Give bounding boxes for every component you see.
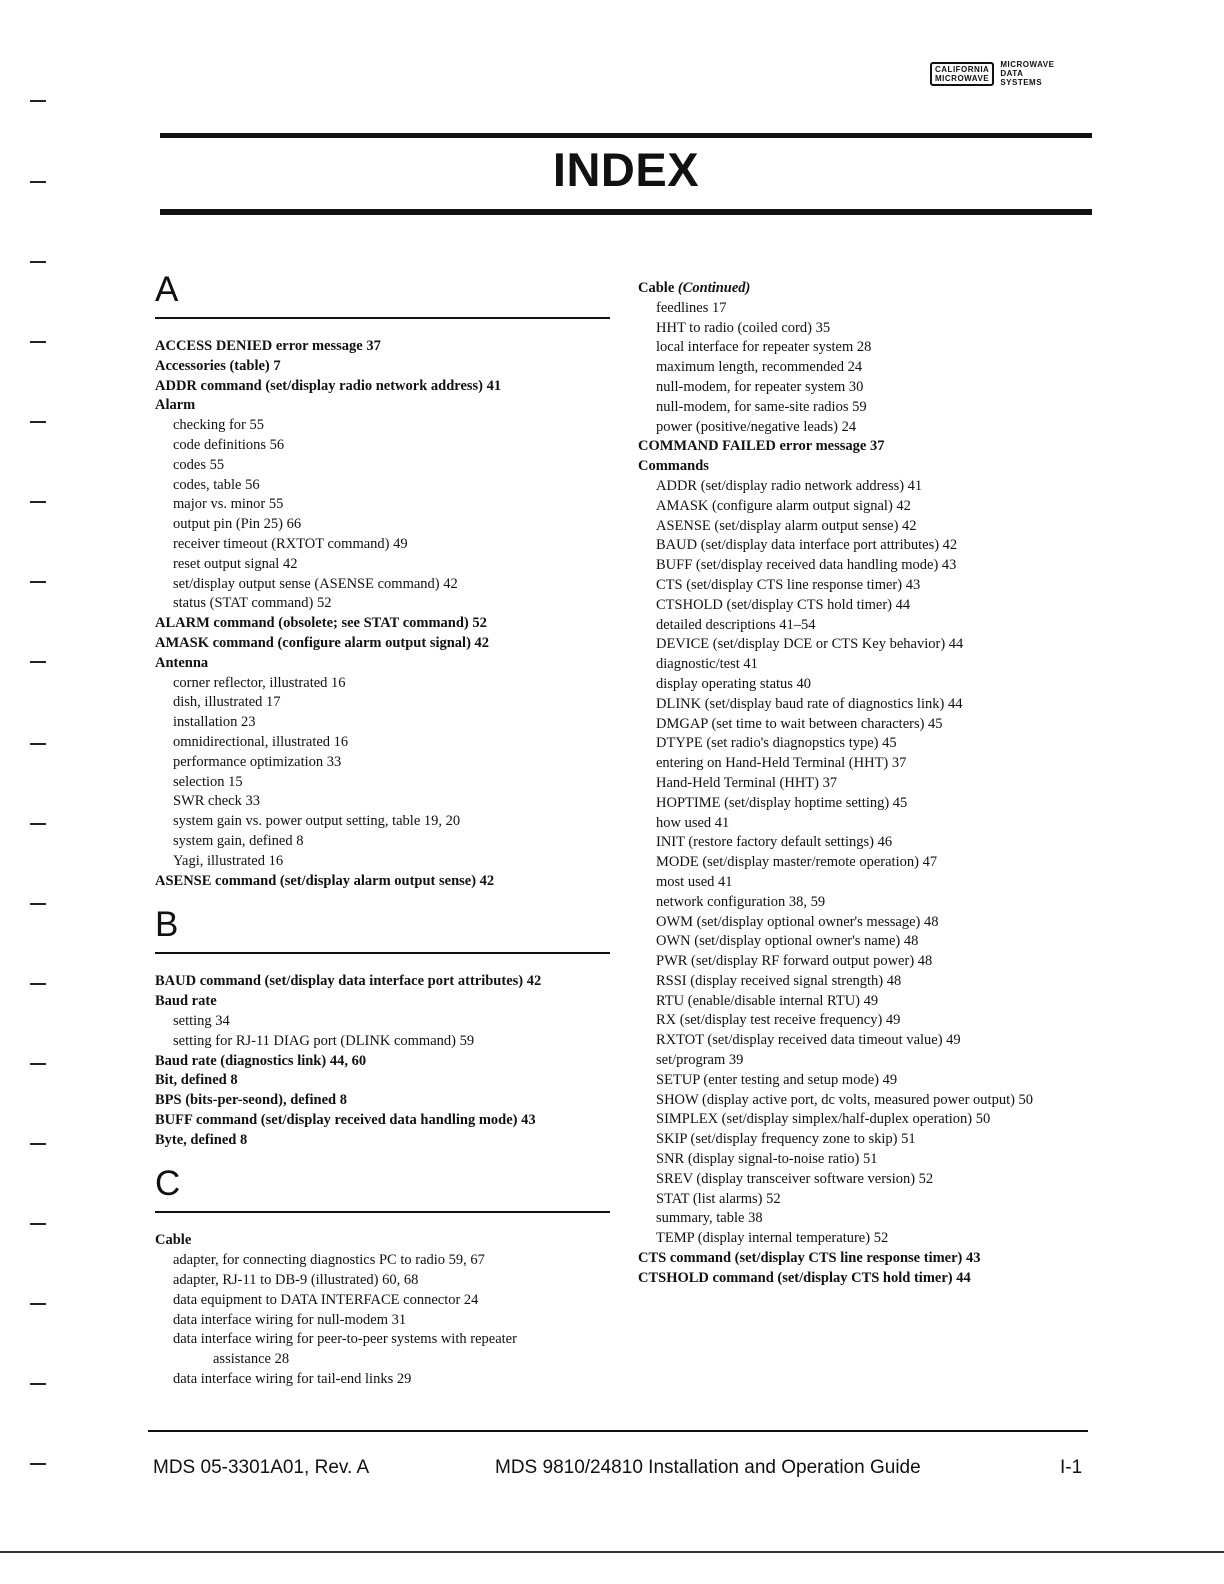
logo-text: MICROWAVE bbox=[1000, 60, 1055, 69]
margin-tick bbox=[30, 1463, 46, 1465]
index-entry: DMGAP (set time to wait between characters) 45 bbox=[656, 715, 943, 732]
index-entry: SHOW (display active port, dc volts, measured power output) 50 bbox=[656, 1091, 1034, 1108]
company-logo bbox=[930, 60, 1054, 87]
index-entry: assistance 28 bbox=[213, 1351, 290, 1368]
section-letter: C bbox=[155, 1164, 181, 1204]
logo-text: DATA bbox=[1000, 69, 1024, 78]
index-entry: detailed descriptions 41–54 bbox=[656, 616, 816, 633]
margin-tick bbox=[30, 181, 46, 183]
index-entry: SIMPLEX (set/display simplex/half-duplex operation) 50 bbox=[656, 1111, 991, 1128]
index-entry: data interface wiring for tail-end links 29 bbox=[173, 1371, 412, 1388]
index-entry: RTU (enable/disable internal RTU) 49 bbox=[656, 992, 879, 1009]
index-heading-text: Cable bbox=[638, 280, 675, 296]
index-entry: ACCESS DENIED error message 37 bbox=[155, 338, 381, 354]
index-entry: BAUD command (set/display data interface port attributes) 42 bbox=[155, 973, 542, 990]
index-entry: Alarm bbox=[155, 397, 196, 414]
footer-guide-title: MDS 9810/24810 Installation and Operation Guide bbox=[495, 1457, 921, 1478]
index-entry: maximum length, recommended 24 bbox=[656, 359, 863, 376]
index-entry: null-modem, for repeater system 30 bbox=[656, 378, 864, 395]
section-rule bbox=[155, 1211, 610, 1213]
margin-ticks bbox=[30, 0, 50, 1584]
index-entry: Yagi, illustrated 16 bbox=[173, 852, 284, 869]
index-entry: display operating status 40 bbox=[656, 675, 812, 692]
index-entry: SKIP (set/display frequency zone to skip) 51 bbox=[656, 1131, 916, 1148]
margin-tick bbox=[30, 661, 46, 663]
margin-tick bbox=[30, 1303, 46, 1305]
index-entry: setting 34 bbox=[173, 1012, 230, 1029]
index-entry: SETUP (enter testing and setup mode) 49 bbox=[656, 1071, 898, 1088]
index-entry: corner reflector, illustrated 16 bbox=[173, 674, 346, 691]
index-entry: Cable bbox=[155, 1232, 192, 1249]
index-entry: selection 15 bbox=[173, 773, 243, 790]
index-entry: TEMP (display internal temperature) 52 bbox=[656, 1230, 889, 1247]
index-entry: INIT (restore factory default settings) 46 bbox=[656, 834, 893, 851]
page-title: INDEX bbox=[552, 143, 700, 196]
index-entry: codes 55 bbox=[173, 456, 225, 473]
section-letter: B bbox=[155, 905, 179, 945]
index-entry: how used 41 bbox=[656, 814, 730, 831]
index-entry: Baud rate (diagnostics link) 44, 60 bbox=[155, 1052, 367, 1069]
index-entry: BUFF (set/display received data handling mode) 43 bbox=[656, 557, 957, 574]
margin-tick bbox=[30, 743, 46, 745]
index-entry: CTSHOLD command (set/display CTS hold timer) 44 bbox=[638, 1269, 971, 1286]
index-entry: Commands bbox=[638, 458, 709, 475]
logo-wordmark bbox=[1000, 60, 1054, 87]
index-entry: BPS (bits-per-seond), defined 8 bbox=[155, 1092, 347, 1109]
index-section bbox=[155, 270, 610, 891]
footer-page-number: I-1 bbox=[1060, 1457, 1083, 1478]
index-entry: data interface wiring for peer-to-peer systems with repeater bbox=[173, 1331, 517, 1348]
section-letter: A bbox=[155, 270, 179, 309]
title-rule-bottom bbox=[160, 209, 1092, 215]
margin-tick bbox=[30, 501, 46, 503]
index-entry: installation 23 bbox=[173, 714, 256, 731]
index-entry: dish, illustrated 17 bbox=[173, 694, 281, 711]
index-entry: SNR (display signal-to-noise ratio) 51 bbox=[656, 1151, 878, 1168]
index-entry: null-modem, for same-site radios 59 bbox=[656, 398, 867, 415]
index-entry: summary, table 38 bbox=[656, 1210, 763, 1227]
index-entry: RSSI (display received signal strength) 48 bbox=[656, 972, 902, 989]
index-entry: Antenna bbox=[155, 654, 209, 671]
footer-doc-number: MDS 05-3301A01, Rev. A bbox=[153, 1457, 370, 1478]
index-entry: AMASK command (configure alarm output signal) 42 bbox=[155, 634, 490, 651]
index-entry: HHT to radio (coiled cord) 35 bbox=[656, 319, 831, 336]
index-entry: code definitions 56 bbox=[173, 436, 285, 453]
index-entry: power (positive/negative leads) 24 bbox=[656, 418, 857, 435]
index-entry: SWR check 33 bbox=[173, 793, 260, 810]
index-entry: diagnostic/test 41 bbox=[656, 656, 758, 673]
index-section bbox=[155, 905, 610, 1150]
margin-tick bbox=[30, 1223, 46, 1225]
margin-tick bbox=[30, 421, 46, 423]
index-entry: Accessories (table) 7 bbox=[155, 357, 281, 374]
index-entry: Bit, defined 8 bbox=[155, 1072, 238, 1089]
index-entry: STAT (list alarms) 52 bbox=[656, 1190, 781, 1207]
index-entry: CTS (set/display CTS line response timer) 43 bbox=[656, 576, 921, 593]
index-entry: SREV (display transceiver software version) 52 bbox=[656, 1170, 934, 1187]
index-left-column bbox=[155, 270, 610, 1390]
index-entry: HOPTIME (set/display hoptime setting) 45 bbox=[656, 794, 908, 811]
logo-text: SYSTEMS bbox=[1000, 78, 1043, 87]
index-entry: major vs. minor 55 bbox=[173, 496, 284, 513]
index-entry: performance optimization 33 bbox=[173, 753, 342, 770]
index-entry: checking for 55 bbox=[173, 417, 264, 434]
margin-tick bbox=[30, 903, 46, 905]
margin-tick bbox=[30, 983, 46, 985]
index-entry: data interface wiring for null-modem 31 bbox=[173, 1311, 407, 1328]
index-entry: ASENSE (set/display alarm output sense) 42 bbox=[656, 517, 917, 534]
margin-tick bbox=[30, 1063, 46, 1065]
margin-tick bbox=[30, 581, 46, 583]
index-entry: system gain, defined 8 bbox=[173, 832, 304, 849]
section-rule bbox=[155, 952, 610, 954]
index-entry: reset output signal 42 bbox=[173, 555, 298, 572]
index-entry: OWM (set/display optional owner's message) 48 bbox=[656, 913, 939, 930]
index-entry: adapter, for connecting diagnostics PC to radio 59, 67 bbox=[173, 1252, 485, 1269]
index-entry: DEVICE (set/display DCE or CTS Key behavior) 44 bbox=[656, 636, 964, 653]
index-entry: entering on Hand-Held Terminal (HHT) 37 bbox=[656, 755, 907, 772]
index-entry: CTS command (set/display CTS line response timer) 43 bbox=[638, 1250, 981, 1267]
index-entry: AMASK (configure alarm output signal) 42 bbox=[656, 497, 911, 514]
index-entry: MODE (set/display master/remote operation) 47 bbox=[656, 854, 938, 871]
index-entry: local interface for repeater system 28 bbox=[656, 339, 872, 356]
index-entry: RXTOT (set/display received data timeout value) 49 bbox=[656, 1032, 961, 1049]
margin-tick bbox=[30, 823, 46, 825]
margin-tick bbox=[30, 100, 46, 102]
index-entry: output pin (Pin 25) 66 bbox=[173, 516, 302, 533]
continued-label: (Continued) bbox=[677, 280, 751, 296]
index-entry: adapter, RJ-11 to DB-9 (illustrated) 60, 68 bbox=[173, 1272, 419, 1289]
index-entry: ADDR command (set/display radio network address) 41 bbox=[155, 377, 502, 394]
margin-tick bbox=[30, 261, 46, 263]
page-bottom-line bbox=[0, 1551, 1224, 1553]
index-section bbox=[155, 1164, 610, 1389]
index-entry: ALARM command (obsolete; see STAT command) 52 bbox=[155, 615, 487, 632]
margin-tick bbox=[30, 341, 46, 343]
index-entry: RX (set/display test receive frequency) 49 bbox=[656, 1012, 901, 1029]
index-entry: DTYPE (set radio's diagnopstics type) 45 bbox=[656, 735, 897, 752]
footer-rule bbox=[148, 1430, 1088, 1432]
index-entry-list bbox=[638, 299, 1088, 1289]
margin-tick bbox=[30, 1383, 46, 1385]
index-entry: feedlines 17 bbox=[656, 299, 727, 316]
index-entry: COMMAND FAILED error message 37 bbox=[638, 438, 885, 455]
index-entry: network configuration 38, 59 bbox=[656, 893, 826, 910]
index-entry: setting for RJ-11 DIAG port (DLINK command) 59 bbox=[173, 1032, 475, 1049]
index-entry: BAUD (set/display data interface port attributes) 42 bbox=[656, 537, 958, 554]
index-heading-continued bbox=[638, 279, 1088, 299]
index-entry: Hand-Held Terminal (HHT) 37 bbox=[656, 774, 838, 791]
index-entry: omnidirectional, illustrated 16 bbox=[173, 733, 349, 750]
index-entry: data equipment to DATA INTERFACE connector 24 bbox=[173, 1291, 479, 1308]
index-entry: PWR (set/display RF forward output power) 48 bbox=[656, 953, 933, 970]
index-entry: OWN (set/display optional owner's name) 48 bbox=[656, 933, 919, 950]
logo-text: CALIFORNIA bbox=[935, 64, 990, 74]
index-entry: status (STAT command) 52 bbox=[173, 595, 332, 612]
index-entry: DLINK (set/display baud rate of diagnostics link) 44 bbox=[656, 695, 963, 712]
title-rule-top bbox=[160, 133, 1092, 138]
index-entry: ADDR (set/display radio network address) 41 bbox=[656, 477, 923, 494]
index-entry: most used 41 bbox=[656, 873, 733, 890]
index-entry: Byte, defined 8 bbox=[155, 1131, 248, 1148]
index-entry: set/display output sense (ASENSE command) 42 bbox=[173, 575, 458, 592]
index-right-column bbox=[638, 279, 1088, 1289]
index-entry: set/program 39 bbox=[656, 1052, 744, 1069]
index-entry: CTSHOLD (set/display CTS hold timer) 44 bbox=[656, 596, 911, 613]
index-entry: Baud rate bbox=[155, 993, 217, 1010]
index-entry: codes, table 56 bbox=[173, 476, 260, 493]
logo-box bbox=[930, 62, 994, 86]
index-entry: receiver timeout (RXTOT command) 49 bbox=[173, 535, 408, 552]
section-rule bbox=[155, 317, 610, 319]
margin-tick bbox=[30, 1143, 46, 1145]
logo-text: MICROWAVE bbox=[935, 73, 990, 83]
index-entry: BUFF command (set/display received data handling mode) 43 bbox=[155, 1111, 536, 1128]
index-entry: system gain vs. power output setting, table 19, 20 bbox=[173, 813, 461, 830]
index-entry: ASENSE command (set/display alarm output sense) 42 bbox=[155, 872, 495, 889]
